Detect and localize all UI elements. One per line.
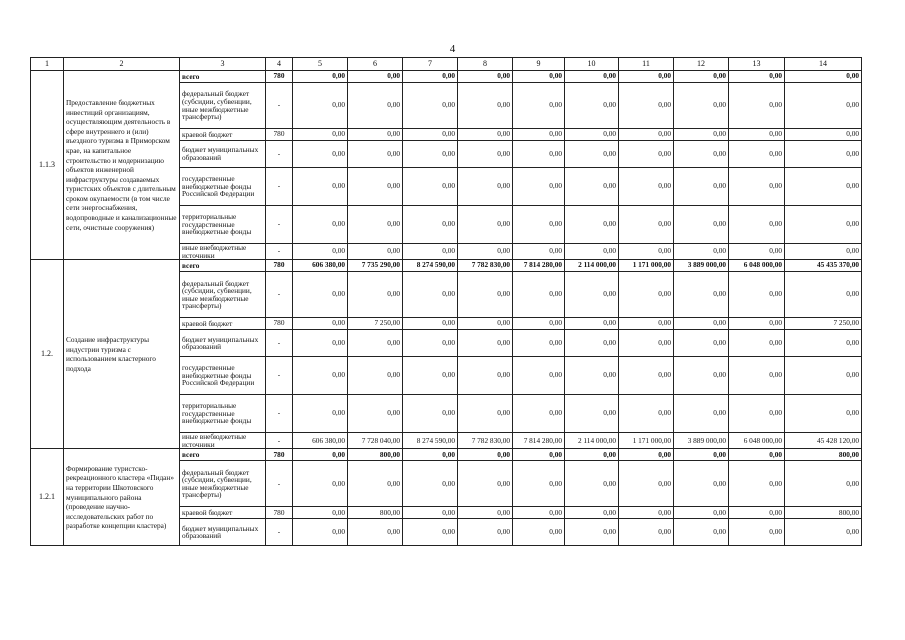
funding-source-cell: государственные внебюджетные фонды Российской Федерации — [180, 168, 266, 206]
total-amount-cell: 7 250,00 — [785, 318, 862, 330]
amount-cell: 0,00 — [293, 461, 348, 507]
amount-cell: 0,00 — [458, 168, 513, 206]
amount-cell: 0,00 — [513, 461, 565, 507]
amount-cell: 0,00 — [513, 330, 565, 357]
total-amount-cell: 0,00 — [785, 519, 862, 546]
budget-code-cell: - — [266, 433, 293, 449]
amount-cell: 0,00 — [565, 330, 619, 357]
budget-code-cell: - — [266, 357, 293, 395]
amount-cell: 0,00 — [729, 357, 785, 395]
amount-cell: 0,00 — [403, 507, 458, 519]
amount-cell: 0,00 — [403, 244, 458, 260]
funding-source-cell: бюджет муниципальных образований — [180, 141, 266, 168]
amount-cell: 0,00 — [619, 519, 674, 546]
header-cell: 8 — [458, 58, 513, 71]
amount-cell: 0,00 — [513, 395, 565, 433]
amount-cell: 0,00 — [729, 244, 785, 260]
amount-cell: 0,00 — [403, 71, 458, 83]
budget-code-cell: 780 — [266, 507, 293, 519]
amount-cell: 0,00 — [348, 461, 403, 507]
amount-cell: 0,00 — [513, 357, 565, 395]
amount-cell: 0,00 — [513, 272, 565, 318]
amount-cell: 0,00 — [293, 272, 348, 318]
amount-cell: 7 735 290,00 — [348, 260, 403, 272]
header-cell: 4 — [266, 58, 293, 71]
budget-code-cell: 780 — [266, 318, 293, 330]
amount-cell: 0,00 — [403, 272, 458, 318]
amount-cell: 0,00 — [513, 71, 565, 83]
funding-source-cell: всего — [180, 71, 266, 83]
total-amount-cell: 0,00 — [785, 357, 862, 395]
total-amount-cell: 0,00 — [785, 206, 862, 244]
amount-cell: 0,00 — [348, 83, 403, 129]
header-cell: 11 — [619, 58, 674, 71]
funding-source-cell: государственные внебюджетные фонды Российской Федерации — [180, 357, 266, 395]
amount-cell: 0,00 — [293, 129, 348, 141]
amount-cell: 0,00 — [619, 83, 674, 129]
amount-cell: 0,00 — [348, 71, 403, 83]
amount-cell: 0,00 — [619, 395, 674, 433]
amount-cell: 0,00 — [458, 71, 513, 83]
header-cell: 2 — [64, 58, 180, 71]
amount-cell: 0,00 — [403, 330, 458, 357]
amount-cell: 800,00 — [348, 507, 403, 519]
amount-cell: 2 114 000,00 — [565, 260, 619, 272]
amount-cell: 0,00 — [565, 449, 619, 461]
amount-cell: 0,00 — [565, 272, 619, 318]
amount-cell: 0,00 — [403, 206, 458, 244]
activity-name-cell: Формирование туристско-рекреационного кластера «Пидан» на территории Шкотовского муниципального района (проведение научно-исследовательских работ по разработке концепции кластера) — [64, 449, 180, 546]
table-row — [31, 71, 862, 83]
amount-cell: 0,00 — [729, 507, 785, 519]
amount-cell: 0,00 — [348, 519, 403, 546]
amount-cell: 0,00 — [458, 395, 513, 433]
amount-cell: 7 782 830,00 — [458, 433, 513, 449]
total-amount-cell: 0,00 — [785, 168, 862, 206]
budget-code-cell: - — [266, 141, 293, 168]
amount-cell: 0,00 — [348, 330, 403, 357]
amount-cell: 8 274 590,00 — [403, 260, 458, 272]
total-amount-cell: 0,00 — [785, 83, 862, 129]
total-amount-cell: 0,00 — [785, 395, 862, 433]
amount-cell: 0,00 — [619, 129, 674, 141]
page-number: 4 — [449, 43, 456, 55]
funding-source-cell: территориальные государственные внебюджетные фонды — [180, 206, 266, 244]
amount-cell: 0,00 — [729, 395, 785, 433]
header-cell: 1 — [31, 58, 64, 71]
funding-source-cell: бюджет муниципальных образований — [180, 519, 266, 546]
table-row — [31, 449, 862, 461]
amount-cell: 0,00 — [403, 83, 458, 129]
amount-cell: 7 728 040,00 — [348, 433, 403, 449]
total-amount-cell: 0,00 — [785, 272, 862, 318]
amount-cell: 0,00 — [565, 357, 619, 395]
funding-source-cell: федеральный бюджет (субсидии, субвенции, иные межбюджетные трансферты) — [180, 461, 266, 507]
amount-cell: 0,00 — [403, 395, 458, 433]
amount-cell: 7 814 280,00 — [513, 260, 565, 272]
header-cell: 14 — [785, 58, 862, 71]
amount-cell: 0,00 — [619, 507, 674, 519]
amount-cell: 0,00 — [403, 318, 458, 330]
row-index-cell: 1.1.3 — [31, 71, 64, 260]
amount-cell: 0,00 — [348, 244, 403, 260]
header-cell: 13 — [729, 58, 785, 71]
table-header — [31, 58, 862, 71]
header-row — [31, 58, 862, 71]
amount-cell: 0,00 — [619, 461, 674, 507]
amount-cell: 0,00 — [674, 330, 729, 357]
amount-cell: 0,00 — [674, 318, 729, 330]
amount-cell: 0,00 — [619, 244, 674, 260]
amount-cell: 0,00 — [513, 83, 565, 129]
total-amount-cell: 800,00 — [785, 449, 862, 461]
amount-cell: 0,00 — [729, 461, 785, 507]
row-index-cell: 1.2.1 — [31, 449, 64, 546]
header-cell: 5 — [293, 58, 348, 71]
amount-cell: 0,00 — [458, 318, 513, 330]
amount-cell: 0,00 — [729, 206, 785, 244]
amount-cell: 2 114 000,00 — [565, 433, 619, 449]
amount-cell: 0,00 — [729, 519, 785, 546]
amount-cell: 0,00 — [565, 206, 619, 244]
amount-cell: 0,00 — [458, 272, 513, 318]
amount-cell: 7 782 830,00 — [458, 260, 513, 272]
amount-cell: 0,00 — [293, 141, 348, 168]
amount-cell: 0,00 — [674, 519, 729, 546]
amount-cell: 0,00 — [458, 330, 513, 357]
total-amount-cell: 0,00 — [785, 461, 862, 507]
amount-cell: 0,00 — [674, 141, 729, 168]
total-amount-cell: 0,00 — [785, 141, 862, 168]
header-cell: 7 — [403, 58, 458, 71]
funding-source-cell: всего — [180, 449, 266, 461]
amount-cell: 0,00 — [729, 129, 785, 141]
funding-source-cell: федеральный бюджет (субсидии, субвенции, иные межбюджетные трансферты) — [180, 272, 266, 318]
total-amount-cell: 45 428 120,00 — [785, 433, 862, 449]
amount-cell: 606 380,00 — [293, 433, 348, 449]
amount-cell: 0,00 — [565, 519, 619, 546]
budget-table — [30, 57, 862, 546]
amount-cell: 0,00 — [293, 83, 348, 129]
amount-cell: 0,00 — [729, 83, 785, 129]
amount-cell: 0,00 — [293, 395, 348, 433]
amount-cell: 0,00 — [403, 129, 458, 141]
header-cell: 10 — [565, 58, 619, 71]
budget-code-cell: - — [266, 83, 293, 129]
funding-source-cell: территориальные государственные внебюджетные фонды — [180, 395, 266, 433]
amount-cell: 0,00 — [293, 519, 348, 546]
amount-cell: 3 889 000,00 — [674, 260, 729, 272]
amount-cell: 0,00 — [458, 244, 513, 260]
amount-cell: 0,00 — [348, 168, 403, 206]
budget-code-cell: 780 — [266, 449, 293, 461]
amount-cell: 6 048 000,00 — [729, 433, 785, 449]
amount-cell: 0,00 — [348, 129, 403, 141]
funding-source-cell: иные внебюджетные источники — [180, 244, 266, 260]
amount-cell: 0,00 — [293, 168, 348, 206]
amount-cell: 0,00 — [513, 318, 565, 330]
amount-cell: 0,00 — [348, 206, 403, 244]
amount-cell: 0,00 — [403, 168, 458, 206]
amount-cell: 0,00 — [619, 330, 674, 357]
amount-cell: 0,00 — [513, 206, 565, 244]
budget-code-cell: - — [266, 272, 293, 318]
amount-cell: 0,00 — [293, 449, 348, 461]
amount-cell: 0,00 — [674, 244, 729, 260]
amount-cell: 0,00 — [729, 449, 785, 461]
amount-cell: 0,00 — [458, 507, 513, 519]
amount-cell: 0,00 — [348, 141, 403, 168]
budget-code-cell: - — [266, 519, 293, 546]
funding-source-cell: всего — [180, 260, 266, 272]
amount-cell: 0,00 — [619, 357, 674, 395]
budget-code-cell: - — [266, 330, 293, 357]
amount-cell: 0,00 — [674, 71, 729, 83]
amount-cell: 0,00 — [619, 168, 674, 206]
amount-cell: 0,00 — [674, 449, 729, 461]
amount-cell: 0,00 — [458, 449, 513, 461]
amount-cell: 0,00 — [674, 507, 729, 519]
amount-cell: 3 889 000,00 — [674, 433, 729, 449]
amount-cell: 0,00 — [293, 244, 348, 260]
amount-cell: 0,00 — [729, 168, 785, 206]
amount-cell: 0,00 — [674, 168, 729, 206]
amount-cell: 0,00 — [403, 141, 458, 168]
total-amount-cell: 45 435 370,00 — [785, 260, 862, 272]
amount-cell: 0,00 — [565, 318, 619, 330]
budget-code-cell: - — [266, 395, 293, 433]
amount-cell: 0,00 — [403, 357, 458, 395]
total-amount-cell: 0,00 — [785, 330, 862, 357]
amount-cell: 7 250,00 — [348, 318, 403, 330]
activity-name-cell: Создание инфраструктуры индустрии туризма с использованием кластерного подхода — [64, 260, 180, 449]
table-body — [31, 71, 862, 546]
amount-cell: 0,00 — [619, 449, 674, 461]
table-row — [31, 260, 862, 272]
amount-cell: 0,00 — [458, 461, 513, 507]
amount-cell: 0,00 — [619, 206, 674, 244]
amount-cell: 0,00 — [458, 83, 513, 129]
amount-cell: 0,00 — [619, 318, 674, 330]
amount-cell: 0,00 — [513, 129, 565, 141]
amount-cell: 0,00 — [513, 141, 565, 168]
amount-cell: 0,00 — [619, 272, 674, 318]
amount-cell: 6 048 000,00 — [729, 260, 785, 272]
funding-source-cell: иные внебюджетные источники — [180, 433, 266, 449]
row-index-cell: 1.2. — [31, 260, 64, 449]
amount-cell: 0,00 — [674, 206, 729, 244]
amount-cell: 8 274 590,00 — [403, 433, 458, 449]
amount-cell: 0,00 — [565, 83, 619, 129]
amount-cell: 0,00 — [513, 244, 565, 260]
amount-cell: 0,00 — [565, 129, 619, 141]
amount-cell: 0,00 — [458, 519, 513, 546]
amount-cell: 0,00 — [293, 507, 348, 519]
amount-cell: 0,00 — [565, 71, 619, 83]
amount-cell: 1 171 000,00 — [619, 433, 674, 449]
amount-cell: 1 171 000,00 — [619, 260, 674, 272]
budget-code-cell: - — [266, 461, 293, 507]
amount-cell: 0,00 — [674, 395, 729, 433]
amount-cell: 0,00 — [565, 141, 619, 168]
amount-cell: 0,00 — [293, 318, 348, 330]
amount-cell: 0,00 — [565, 168, 619, 206]
amount-cell: 800,00 — [348, 449, 403, 461]
amount-cell: 0,00 — [513, 519, 565, 546]
amount-cell: 0,00 — [403, 519, 458, 546]
header-cell: 3 — [180, 58, 266, 71]
amount-cell: 0,00 — [403, 461, 458, 507]
total-amount-cell: 800,00 — [785, 507, 862, 519]
amount-cell: 0,00 — [619, 71, 674, 83]
amount-cell: 0,00 — [565, 244, 619, 260]
budget-code-cell: - — [266, 244, 293, 260]
budget-code-cell: - — [266, 168, 293, 206]
amount-cell: 0,00 — [513, 507, 565, 519]
amount-cell: 7 814 280,00 — [513, 433, 565, 449]
amount-cell: 0,00 — [348, 357, 403, 395]
amount-cell: 0,00 — [729, 272, 785, 318]
header-cell: 12 — [674, 58, 729, 71]
amount-cell: 0,00 — [458, 141, 513, 168]
amount-cell: 0,00 — [674, 83, 729, 129]
amount-cell: 0,00 — [565, 461, 619, 507]
amount-cell: 0,00 — [674, 272, 729, 318]
funding-source-cell: краевой бюджет — [180, 507, 266, 519]
budget-code-cell: - — [266, 206, 293, 244]
total-amount-cell: 0,00 — [785, 71, 862, 83]
amount-cell: 0,00 — [729, 141, 785, 168]
amount-cell: 0,00 — [513, 168, 565, 206]
amount-cell: 0,00 — [403, 449, 458, 461]
header-cell: 6 — [348, 58, 403, 71]
budget-code-cell: 780 — [266, 129, 293, 141]
budget-code-cell: 780 — [266, 71, 293, 83]
funding-source-cell: краевой бюджет — [180, 129, 266, 141]
amount-cell: 0,00 — [458, 206, 513, 244]
amount-cell: 0,00 — [619, 141, 674, 168]
activity-name-cell: Предоставление бюджетных инвестиций организациям, осуществляющим деятельность в сфере внутреннего и (или) въездного туризма в Приморском крае, на капитальное строительство и модернизацию объектов инженерной инфраструктуры создаваемых туристских объектов с длительным сроком окупаемости (в том числе сети энергоснабжения, водопроводные и канализационные сети, очистные сооружения) — [64, 71, 180, 260]
amount-cell: 606 380,00 — [293, 260, 348, 272]
total-amount-cell: 0,00 — [785, 244, 862, 260]
amount-cell: 0,00 — [674, 129, 729, 141]
amount-cell: 0,00 — [565, 507, 619, 519]
amount-cell: 0,00 — [293, 71, 348, 83]
funding-source-cell: краевой бюджет — [180, 318, 266, 330]
funding-source-cell: федеральный бюджет (субсидии, субвенции, иные межбюджетные трансферты) — [180, 83, 266, 129]
amount-cell: 0,00 — [348, 272, 403, 318]
amount-cell: 0,00 — [458, 129, 513, 141]
amount-cell: 0,00 — [348, 395, 403, 433]
amount-cell: 0,00 — [674, 357, 729, 395]
header-cell: 9 — [513, 58, 565, 71]
amount-cell: 0,00 — [293, 330, 348, 357]
amount-cell: 0,00 — [293, 357, 348, 395]
amount-cell: 0,00 — [729, 330, 785, 357]
amount-cell: 0,00 — [513, 449, 565, 461]
amount-cell: 0,00 — [729, 71, 785, 83]
amount-cell: 0,00 — [565, 395, 619, 433]
total-amount-cell: 0,00 — [785, 129, 862, 141]
budget-code-cell: 780 — [266, 260, 293, 272]
amount-cell: 0,00 — [458, 357, 513, 395]
amount-cell: 0,00 — [293, 206, 348, 244]
amount-cell: 0,00 — [729, 318, 785, 330]
funding-source-cell: бюджет муниципальных образований — [180, 330, 266, 357]
amount-cell: 0,00 — [674, 461, 729, 507]
